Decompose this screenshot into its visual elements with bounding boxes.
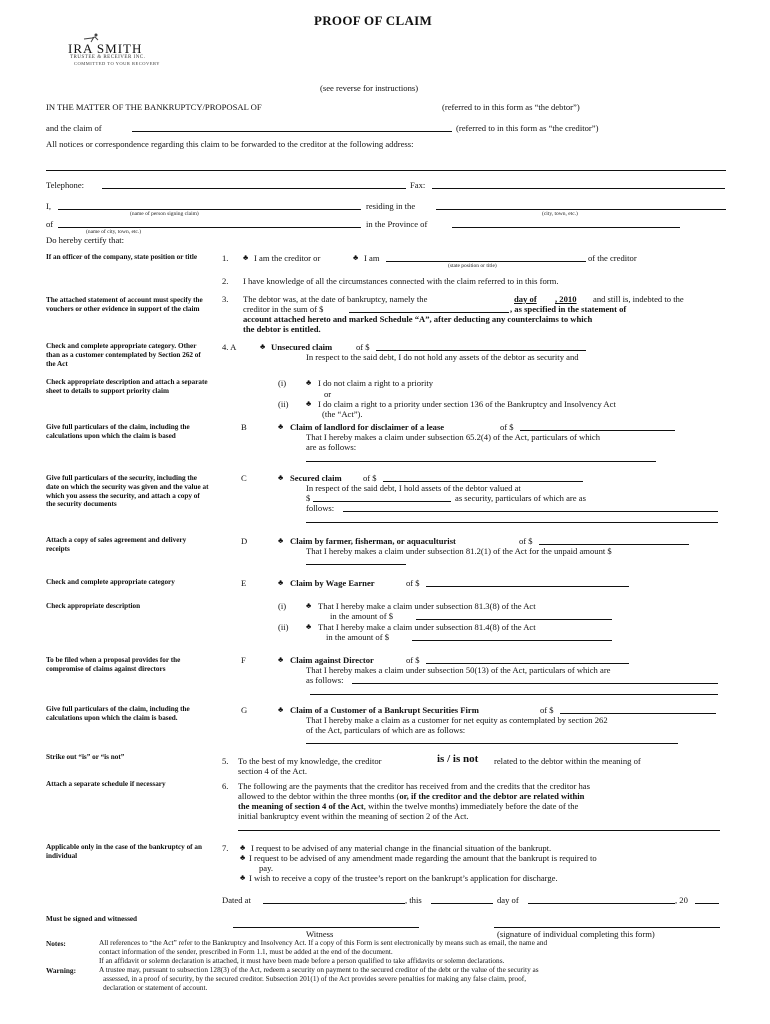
farmer-claim-title: Claim by farmer, fisherman, or aquaculturist — [290, 536, 456, 546]
farmer-amount-field[interactable] — [539, 544, 689, 545]
address-field[interactable] — [46, 170, 726, 171]
notes-text-2: contact information of the sender, prescribed in Form 1.1, must be added at the end of the document. — [99, 947, 393, 956]
matter-label: IN THE MATTER OF THE BANKRUPTCY/PROPOSAL OF — [46, 102, 262, 112]
club-checkbox-icon[interactable]: ♣ — [278, 705, 284, 714]
dated-month-field[interactable] — [528, 903, 675, 904]
side-note-lease: Give full particulars of the claim, including the calculations upon which the claim is based — [46, 423, 190, 440]
item-3-day: day of — [514, 294, 537, 304]
item-5-text-a: To the best of my knowledge, the creditor — [238, 756, 382, 766]
item-7-number: 7. — [222, 843, 229, 853]
side-note-security: Give full particulars of the security, including the date on which the security was given and the value at which you assess the security, and attach a copy of the security documents — [46, 474, 209, 509]
farmer-text: That I hereby makes a claim under subsection 81.2(1) of the Act for the unpaid amount $ — [306, 546, 612, 556]
club-checkbox-icon[interactable]: ♣ — [306, 399, 312, 408]
director-text-1: That I hereby makes a claim under subsection 50(13) of the Act, particulars of which are — [306, 665, 611, 675]
dated-day-of-label: day of — [497, 895, 519, 905]
landlord-amount-field[interactable] — [520, 430, 675, 431]
unsecured-text: In respect to the said debt, I do not hold any assets of the debtor as security and — [306, 352, 579, 362]
securities-text-1: That I hereby make a claim as a customer for net equity as contemplated by section 262 — [306, 715, 608, 725]
notes-text-1: All references to “the Act” refer to the Bankruptcy and Insolvency Act. If a copy of this Form is sent electronically by means such as email, the name and — [99, 938, 548, 947]
priority-i-label: (i) — [278, 378, 287, 388]
club-checkbox-icon[interactable]: ♣ — [243, 253, 249, 262]
dated-day-field[interactable] — [431, 903, 493, 904]
club-checkbox-icon[interactable]: ♣ — [260, 342, 266, 351]
item-2-number: 2. — [222, 276, 229, 286]
notes-label: Notes: — [46, 939, 66, 948]
fax-field[interactable] — [432, 188, 725, 189]
correspondence-text: All notices or correspondence regarding this claim to be forwarded to the creditor at the following address: — [46, 139, 414, 149]
position-field[interactable] — [386, 261, 586, 262]
club-checkbox-icon[interactable]: ♣ — [306, 378, 312, 387]
secured-amount-field[interactable] — [383, 481, 583, 482]
side-note-wage-category: Check and complete appropriate category — [46, 578, 175, 586]
dated-at-label: Dated at — [222, 895, 251, 905]
person-name-field[interactable] — [58, 209, 361, 210]
club-checkbox-icon[interactable]: ♣ — [240, 873, 246, 882]
item-b-letter: B — [241, 422, 247, 432]
item-6-text-a: The following are the payments that the creditor has received from and the credits that the creditor has — [238, 781, 590, 791]
warning-text-3: declaration or statement of account. — [103, 983, 208, 992]
item-6-text-c — [238, 801, 578, 811]
club-checkbox-icon[interactable]: ♣ — [278, 578, 284, 587]
witness-signature-field[interactable] — [233, 927, 419, 928]
telephone-label: Telephone: — [46, 180, 85, 190]
item-5-text-c: section 4 of the Act. — [238, 766, 307, 776]
wage-ii-label: (ii) — [278, 622, 289, 632]
securities-amount-field[interactable] — [560, 713, 716, 714]
province-field[interactable] — [452, 227, 680, 228]
item-4-number: 4. A — [222, 342, 237, 352]
item-2-text: I have knowledge of all the circumstances connected with the claim referred to in this form. — [243, 276, 559, 286]
landlord-of: of $ — [500, 422, 514, 432]
side-note-category: Check and complete appropriate category. Other than as a customer contemplated by Section 262 of the Act — [46, 342, 201, 368]
priority-or: or — [324, 389, 332, 399]
side-note-wage-description: Check appropriate description — [46, 602, 141, 610]
city-caption-2: (name of city, town, etc.) — [86, 229, 142, 235]
director-text-2: as follows: — [306, 675, 344, 685]
item-6-number: 6. — [222, 781, 229, 791]
club-checkbox-icon[interactable]: ♣ — [353, 253, 359, 262]
side-note-individual: Applicable only in the case of the bankruptcy of an individual — [46, 843, 202, 860]
telephone-field[interactable] — [102, 188, 406, 189]
logo-subtitle: TRUSTEE & RECEIVER INC. — [70, 55, 146, 60]
item-3-number: 3. — [222, 294, 229, 304]
payments-field[interactable] — [238, 830, 720, 831]
side-note-proposal: To be filed when a proposal provides for the compromise of claims against directors — [46, 656, 181, 673]
instructions-note: (see reverse for instructions) — [320, 83, 419, 93]
claim-sum-field[interactable] — [349, 312, 509, 313]
director-particulars-field-2[interactable] — [310, 694, 718, 695]
warning-text-2: assessed, in a proof of security, by the secured creditor. Subsection 201(1) of the Act provides severe penalties for making any false claim, proof, — [103, 974, 527, 983]
club-checkbox-icon[interactable]: ♣ — [240, 853, 246, 862]
secured-text-3: follows: — [306, 503, 335, 513]
dated-year-field[interactable] — [695, 903, 719, 904]
warning-label: Warning: — [46, 966, 77, 975]
priority-i-text: I do not claim a right to a priority — [318, 378, 434, 388]
wage-i-text: That I hereby make a claim under subsection 81.3(8) of the Act — [318, 601, 536, 611]
item-6-text-b — [238, 791, 584, 801]
secured-text-1: In respect of the said debt, I hold assets of the debtor valued at — [306, 483, 521, 493]
wage-i-amount: in the amount of $ — [330, 611, 394, 621]
page-title: PROOF OF CLAIM — [314, 13, 433, 28]
item-3-text-c: creditor in the sum of $ — [243, 304, 324, 314]
side-note-priority: Check appropriate description and attach a separate sheet to details to support priority claim — [46, 378, 208, 395]
wage-amount-field[interactable] — [426, 586, 629, 587]
item-6-text-b2: or, if the creditor and the debtor are related within — [399, 791, 585, 801]
wage-claim-title: Claim by Wage Earner — [290, 578, 375, 588]
item-6-text-b1: allowed to the debtor within the three months ( — [238, 791, 400, 801]
item-7-text-c: I wish to receive a copy of the trustee’s report on the bankrupt’s application for discharge. — [249, 873, 558, 883]
item-f-letter: F — [241, 655, 246, 665]
secured-particulars-field-2[interactable] — [306, 522, 718, 523]
item-5-text-b: related to the debtor within the meaning of — [494, 756, 641, 766]
club-checkbox-icon[interactable]: ♣ — [278, 536, 284, 545]
i-label: I, — [46, 201, 52, 211]
item-6-text-c1: the meaning of section 4 of the Act — [238, 801, 364, 811]
signature-caption: (signature of individual completing this form) — [497, 929, 655, 939]
securities-of: of $ — [540, 705, 554, 715]
dated-this-label: , this — [405, 895, 422, 905]
item-3-text-e: account attached hereto and marked Schedule “A”, after deducting any counterclaims to which — [243, 314, 593, 324]
creditor-signature-field[interactable] — [494, 927, 720, 928]
claim-label: and the claim of — [46, 123, 102, 133]
item-e-letter: E — [241, 578, 247, 588]
item-1-of-creditor: of the creditor — [588, 253, 637, 263]
priority-act: (the “Act”). — [322, 409, 363, 419]
position-caption: (state position or title) — [448, 263, 497, 269]
secured-particulars-field[interactable] — [343, 511, 718, 512]
residing-label: residing in the — [366, 201, 416, 211]
item-3-text-a: The debtor was, at the date of bankruptcy, namely the — [243, 294, 428, 304]
item-7-text-b2: pay. — [259, 863, 273, 873]
item-c-letter: C — [241, 473, 247, 483]
notes-text-3: If an affidavit or solemn declaration is attached, it must have been made before a person qualified to take affidavits or solemn declarations. — [99, 956, 505, 965]
of-label: of — [46, 219, 54, 229]
securities-particulars-field[interactable] — [306, 743, 678, 744]
item-3-text-f: the debtor is entitled. — [243, 324, 321, 334]
item-d-letter: D — [241, 536, 248, 546]
item-g-letter: G — [241, 705, 248, 715]
dated-place-field[interactable] — [263, 903, 405, 904]
debtor-reference: (referred to in this form as “the debtor”) — [442, 102, 580, 112]
secured-claim-title: Secured claim — [290, 473, 342, 483]
creditor-name-field[interactable] — [132, 131, 452, 132]
item-1-number: 1. — [222, 253, 229, 263]
side-note-statement: The attached statement of account must specify the vouchers or other evidence in support of the claim — [46, 296, 203, 313]
item-1-iam: I am — [364, 253, 380, 263]
club-checkbox-icon[interactable]: ♣ — [278, 422, 284, 431]
director-of: of $ — [406, 655, 420, 665]
wage-i-amount-field[interactable] — [416, 619, 612, 620]
side-note-schedule: Attach a separate schedule if necessary — [46, 780, 166, 788]
director-amount-field[interactable] — [426, 663, 629, 664]
landlord-text-2: are as follows: — [306, 442, 357, 452]
club-checkbox-icon[interactable]: ♣ — [278, 473, 284, 482]
wage-ii-amount-field[interactable] — [412, 640, 612, 641]
landlord-particulars-field[interactable] — [306, 461, 656, 462]
farmer-unpaid-field[interactable] — [306, 564, 406, 565]
fax-label: Fax: — [410, 180, 426, 190]
warning-text-1: A trustee may, pursuant to subsection 128(3) of the Act, redeem a security on payment to the secured creditor of the debt or the value of the security as — [99, 965, 539, 974]
landlord-text-1: That I hereby makes a claim under subsection 65.2(4) of the Act, particulars of which — [306, 432, 600, 442]
secured-dollar: $ — [306, 493, 311, 503]
item-6-text-c2: , within the twelve months) immediately before the date of the — [363, 801, 579, 811]
province-label: in the Province of — [366, 219, 428, 229]
priority-ii-label: (ii) — [278, 399, 289, 409]
city-field[interactable] — [58, 227, 361, 228]
wage-ii-amount: in the amount of $ — [326, 632, 390, 642]
item-1-creditor: I am the creditor or — [254, 253, 321, 263]
wage-of: of $ — [406, 578, 420, 588]
club-checkbox-icon[interactable]: ♣ — [278, 655, 284, 664]
certify-text: Do hereby certify that: — [46, 235, 125, 245]
logo-tagline: COMMITTED TO YOUR RECOVERY — [74, 61, 161, 66]
item-7-text-a: I request to be advised of any material change in the financial situation of the bankrupt. — [251, 843, 552, 853]
item-6-text-d: initial bankruptcy event within the meaning of section 2 of the Act. — [238, 811, 469, 821]
unsecured-of: of $ — [356, 342, 370, 352]
secured-of: of $ — [363, 473, 377, 483]
farmer-of: of $ — [519, 536, 533, 546]
is-is-not-choice[interactable]: is / is not — [437, 753, 479, 765]
club-checkbox-icon[interactable]: ♣ — [306, 622, 312, 631]
city-caption: (city, town, etc.) — [542, 211, 578, 217]
unsecured-amount-field[interactable] — [376, 350, 586, 351]
wage-ii-text: That I hereby make a claim under subsection 81.4(8) of the Act — [318, 622, 536, 632]
dated-year-label: , 20 — [675, 895, 688, 905]
club-checkbox-icon[interactable]: ♣ — [240, 843, 246, 852]
side-note-securities-firm: Give full particulars of the claim, including the calculations upon which the claim is based. — [46, 705, 190, 722]
item-3-text-d: , as specified in the statement of — [510, 304, 627, 314]
securities-text-2: of the Act, particulars of which are as follows: — [306, 725, 466, 735]
logo-text: IRA SMITH — [68, 41, 143, 56]
landlord-claim-title: Claim of landlord for disclaimer of a lease — [290, 422, 445, 432]
person-caption: (name of person signing claim) — [130, 211, 199, 217]
witness-label: Witness — [306, 929, 334, 939]
unsecured-claim-title: Unsecured claim — [271, 342, 333, 352]
priority-ii-text: I do claim a right to a priority under section 136 of the Bankruptcy and Insolvency Act — [318, 399, 616, 409]
side-note-signed: Must be signed and witnessed — [46, 915, 138, 923]
creditor-reference: (referred to in this form as “the creditor”) — [456, 123, 599, 133]
item-3-text-b: and still is, indebted to the — [593, 294, 684, 304]
director-claim-title: Claim against Director — [290, 655, 374, 665]
item-7-text-b: I request to be advised of any amendment made regarding the amount that the bankrupt is required to — [249, 853, 597, 863]
side-note-strike: Strike out “is” or “is not” — [46, 753, 125, 761]
residing-field[interactable] — [436, 209, 726, 210]
side-note-officer: If an officer of the company, state position or title — [46, 253, 198, 261]
securities-claim-title: Claim of a Customer of a Bankrupt Securities Firm — [290, 705, 479, 715]
secured-text-2: as security, particulars of which are as — [455, 493, 586, 503]
secured-value-field[interactable] — [313, 501, 451, 502]
director-particulars-field[interactable] — [352, 683, 718, 684]
item-3-year: , 2010 — [555, 294, 577, 304]
item-5-number: 5. — [222, 756, 229, 766]
wage-i-label: (i) — [278, 601, 287, 611]
club-checkbox-icon[interactable]: ♣ — [306, 601, 312, 610]
side-note-sales: Attach a copy of sales agreement and delivery receipts — [46, 536, 187, 553]
